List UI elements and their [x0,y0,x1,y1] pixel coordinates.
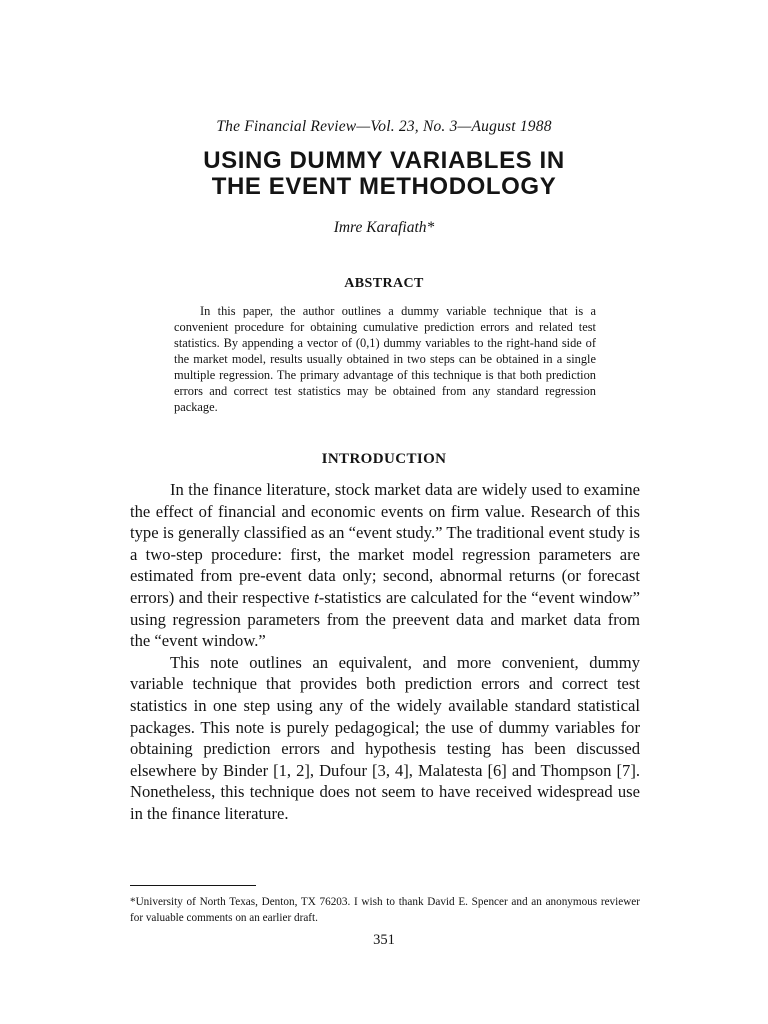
paper-title-line-1: USING DUMMY VARIABLES IN [203,147,565,174]
introduction-heading: INTRODUCTION [321,451,447,467]
abstract-heading: ABSTRACT [344,276,424,291]
author-footnote: *University of North Texas, Denton, TX 76203. I wish to thank David E. Spencer and an anonymous reviewer for valuable comments on an earlier draft. [130,896,640,924]
page-number: 351 [373,932,395,948]
author-name: Imre Karafiath* [333,219,435,236]
journal-name: The Financial Review [216,118,357,135]
journal-volume-info: —Vol. 23, No. 3—August 1988 [356,118,552,135]
paragraph-1-text-start: In the finance literature, stock market data are widely used to examine the effect of financial and economic events on firm value. Research of this type is generally classified as an “event study.” The traditional event study is a two-step procedure: first, the market model regression parameters are estimated from pre-event data only; second, abnormal returns (or forecast errors) and their respective [130,480,640,607]
t-statistic-symbol: t [314,587,319,607]
paragraph-1-text-end: -statistics are calculated for the “event window” using regression parameters from the preevent data and market data from the “event window.” [130,587,640,651]
abstract-block [174,303,596,415]
journal-header [0,118,768,136]
footnote-divider [130,885,256,886]
introduction-body [130,479,640,825]
introduction-paragraph-1 [130,479,640,652]
paper-title-line-2: THE EVENT METHODOLOGY [211,173,557,200]
paper-title [0,148,768,200]
introduction-paragraph-2: This note outlines an equivalent, and more convenient, dummy variable technique that provides both prediction errors and correct test statistics in one step using any of the widely available standard statistical packages. This note is purely pedagogical; the use of dummy variables for obtaining prediction errors and hypothesis testing has been discussed elsewhere by Binder [1, 2], Dufour [3, 4], Malatesta [6] and Thompson [7]. Nonetheless, this technique does not seem to have received widespread use in the finance literature. [130,652,640,823]
abstract-text: In this paper, the author outlines a dummy variable technique that is a convenient procedure for obtaining cumulative prediction errors and related test statistics. By appending a vector of (0,1) dummy variables to the right-hand side of the market model, results usually obtained in two steps can be obtained in a single multiple regression. The primary advantage of this technique is that both prediction errors and correct test statistics may be obtained from any standard regression package. [174,304,596,414]
